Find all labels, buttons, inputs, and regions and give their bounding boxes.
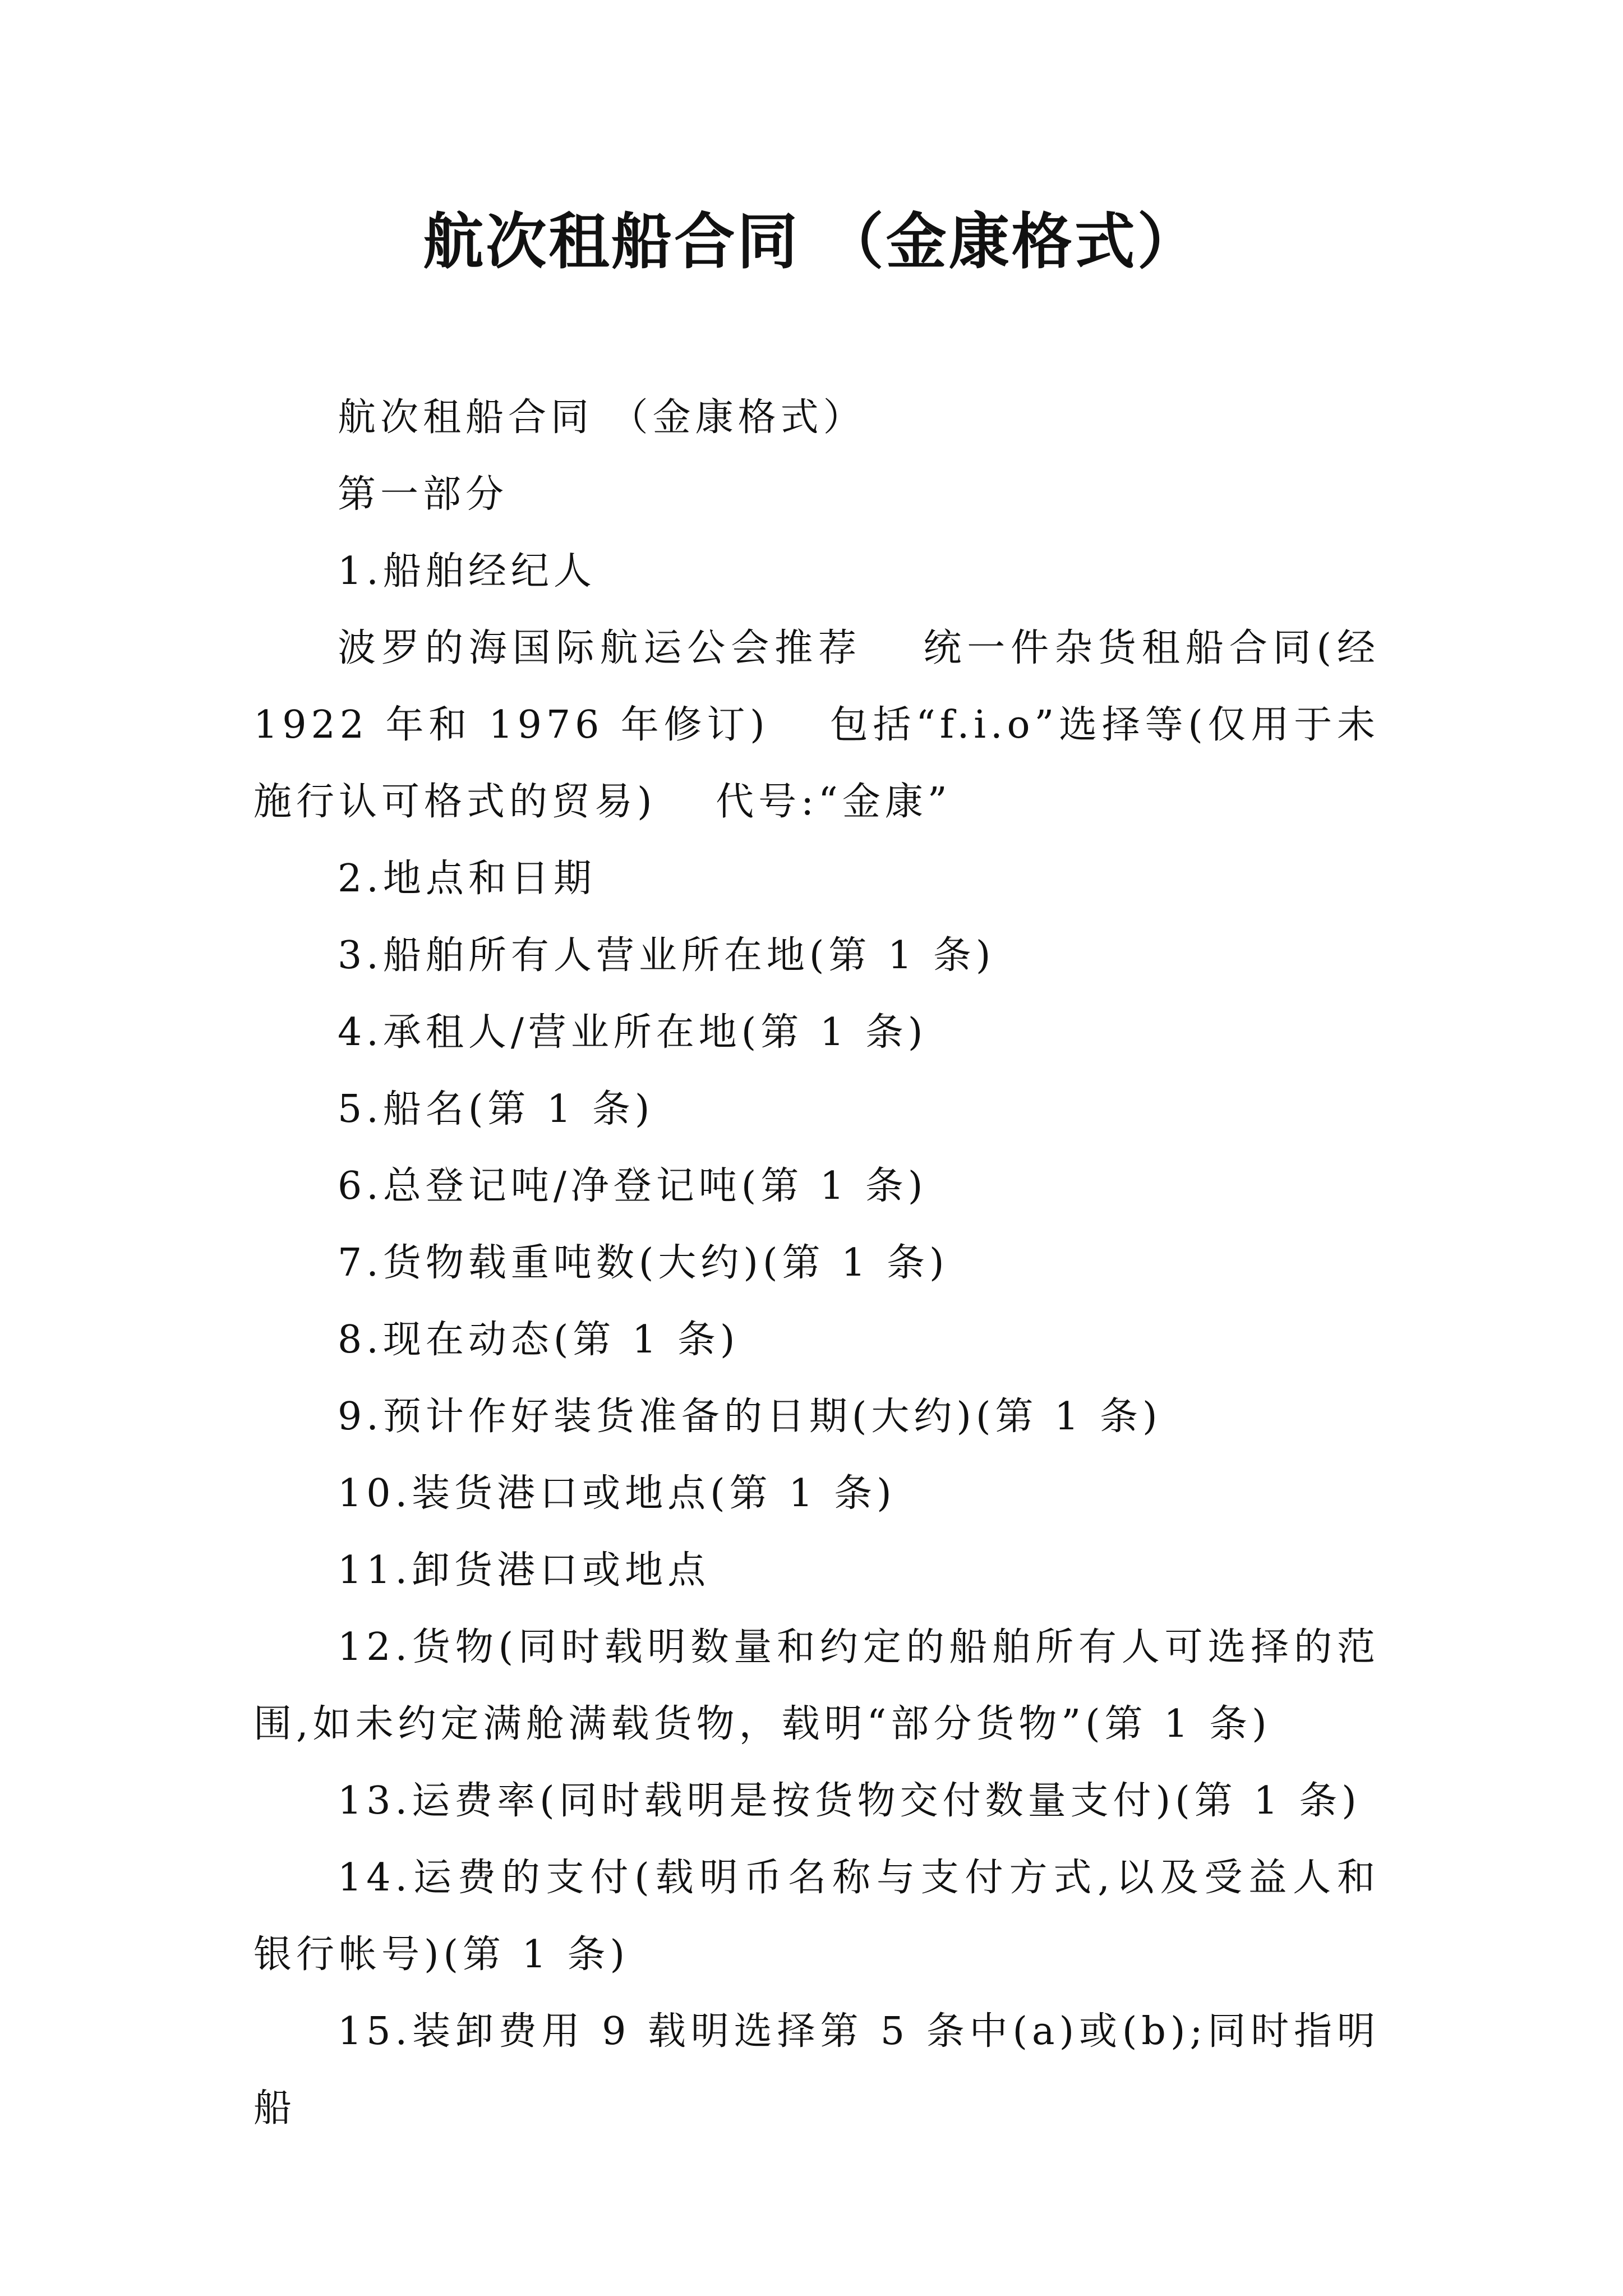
paragraph-item-1: 1.船舶经纪人 [338, 549, 596, 593]
paragraph-item-10: 10.装货港口或地点(第 1 条) [338, 1471, 896, 1516]
paragraph-item-13: 13.运费率(同时载明是按货物交付数量支付)(第 1 条) [338, 1779, 1361, 1823]
paragraph-item-4: 4.承租人/营业所在地(第 1 条) [338, 1010, 928, 1055]
paragraph-item-3: 3.船舶所有人营业所在地(第 1 条) [338, 933, 995, 978]
page-title: 航次租船合同 （金康格式） [423, 207, 1200, 277]
paragraph-item-7: 7.货物载重吨数(大约)(第 1 条) [338, 1241, 949, 1285]
paragraph-item-6: 6.总登记吨/净登记吨(第 1 条) [338, 1164, 928, 1208]
paragraph-item-12: 12.货物(同时载明数量和约定的船舶所有人可选择的范围,如未约定满舱满载货物，载明“部分货物”(第 1 条) [253, 1625, 1380, 1746]
paragraph-part-one: 第一部分 [338, 472, 509, 517]
paragraph-item-14: 14.运费的支付(载明币名称与支付方式,以及受益人和银行帐号)(第 1 条) [253, 1856, 1380, 1977]
paragraph-item-8: 8.现在动态(第 1 条) [338, 1318, 740, 1362]
paragraph-bimco-note: 波罗的海国际航运公会推荐 统一件杂货租船合同(经 1922 年和 1976 年修订) 包括“f.i.o”选择等(仅用于未施行认可格式的贸易) 代号:“金康” [253, 626, 1380, 824]
paragraph-item-5: 5.船名(第 1 条) [338, 1087, 654, 1131]
document-body [253, 379, 1380, 2147]
paragraph-item-15: 15.装卸费用 9 载明选择第 5 条中(a)或(b);同时指明船 [253, 2009, 1380, 2131]
paragraph-item-2: 2.地点和日期 [338, 857, 596, 901]
paragraph-subtitle: 航次租船合同 （金康格式） [338, 395, 866, 440]
paragraph-item-9: 9.预计作好装货准备的日期(大约)(第 1 条) [338, 1395, 1162, 1439]
paragraph-item-11: 11.卸货港口或地点 [338, 1548, 711, 1593]
